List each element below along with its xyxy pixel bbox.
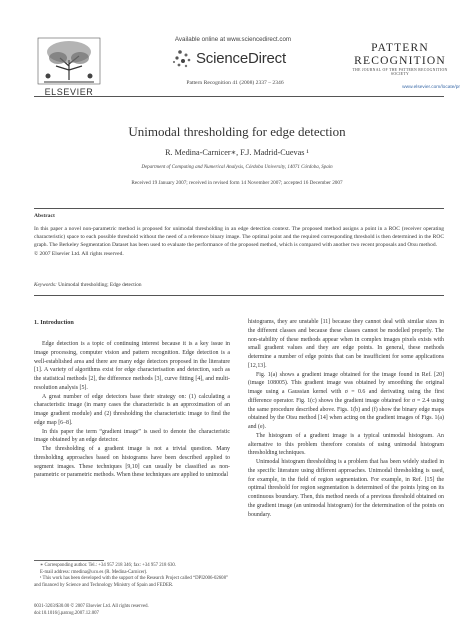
publication-info <box>34 604 234 617</box>
keywords <box>34 282 444 288</box>
article-dates: Received 19 January 2007; received in revised form 14 November 2007; accepted 16 December 2007 <box>131 180 343 186</box>
elsevier-logo <box>34 36 104 100</box>
footnote-corresponding: ∗ Corresponding author. Tel.: +34 957 218 346; fax: +34 957 218 630. <box>40 563 177 568</box>
journal-reference: Pattern Recognition 41 (2008) 2337 – 2346 <box>186 80 284 86</box>
article-authors: R. Medina-Carnicer∗, F.J. Madrid-Cuevas ¹ <box>165 148 309 157</box>
available-online-text[interactable]: Available online at www.sciencedirect.com <box>174 36 292 43</box>
footnote-funding: ¹ This work has been developed with the support of the Research Project called “DPI2006-02608” and financed by Science and Technology Ministry of Spain and FEDER. <box>34 576 229 588</box>
abstract-heading: Abstract <box>34 213 55 219</box>
paragraph: Fig. 1(a) shows a gradient image obtained for the image found in Ref. [20] (image 108005). This gradient image was obtained by smoothing the original image using a Gaussian kernel with σ = 0.6 and derivating using the first difference operator. Fig. 1(c) shows the gradient image obtained for σ = 2.4 using the same procedure described above. Figs. 1(b) and (f) show the binary edge maps obtained by the Otsu method [14] when acting on the gradient images of Figs. 1(a) and (e). <box>248 371 444 430</box>
footnote-email[interactable]: E-mail address: rmedina@uco.es (R. Medina-Carnicer). <box>40 569 148 575</box>
elsevier-tree-icon <box>34 36 104 86</box>
journal-title-line2: RECOGNITION <box>354 54 446 67</box>
section-heading: 1. Introduction <box>34 319 74 326</box>
keywords-label: Keywords: <box>34 282 57 288</box>
paragraph: In this paper the term “gradient image” is used to denote the characteristic image obtained by an edge detector. <box>34 428 230 444</box>
doi-text[interactable]: doi:10.1016/j.patcog.2007.12.007 <box>34 610 99 616</box>
journal-title-line1: PATTERN <box>371 42 429 54</box>
abstract-top-divider <box>34 208 444 209</box>
journal-url-link[interactable]: www.elsevier.com/locate/pr <box>402 85 460 90</box>
paragraph: Edge detection is a topic of continuing interest because it is a key issue in image processing, computer vision and pattern recognition. Edge detection is a well-established area and there are many edge detectors proposed in the literature [1]. A variety of algorithms exist for edge characterisation and detection, such as the statistical methods [2], the difference methods [3], curve fitting [4], and multi-resolution analysis [5]. <box>34 341 230 391</box>
paragraph: Unimodal histogram thresholding is a problem that has been widely studied in the specific literature using different approaches. Unimodal thresholding is used, for example, in the field of region segmentation. For example, in Ref. [15] the optimal threshold for region segmentation is determined of the points lying on its continuous boundary. Then, this method needs of a previous threshold obtained on the gradient image (an unimodal histogram) for the determination of the points on boundary. <box>248 459 444 518</box>
abstract-body <box>34 225 444 258</box>
paragraph: The histogram of a gradient image is a typical unimodal histogram. An alternative to this problem therefore consists of using unimodal histogram thresholding techniques. <box>248 432 444 457</box>
footnotes <box>34 563 230 589</box>
abstract-bottom-divider <box>34 295 444 296</box>
keywords-text: Unimodal thresholding; Edge detection <box>58 282 142 288</box>
article-affiliation: Department of Computing and Numerical Analysis, Córdoba University, 14071 Córdoba, Spain <box>141 165 333 170</box>
journal-subtitle: THE JOURNAL OF THE PATTERN RECOGNITION SOCIETY <box>352 68 448 76</box>
paragraph: A great number of edge detectors base their strategy on: (1) calculating a characteristic image (in many cases the characteristic is an approximation of an image gradient module) and (2) thresholding the characteristic image to find the edge map [6–8]. <box>34 393 230 426</box>
left-column <box>34 340 230 480</box>
paragraph: histograms, they are unstable [11] because they cannot deal with similar sizes in the different classes and because these classes cannot be modelled properly. The non-stability of these methods appear when in complex images pixels exists with small gradient values and they are edge points. In general, these methods determine a number of edge points that can be insufficient for some applications [12,13]. <box>248 319 444 369</box>
header-divider <box>34 96 444 97</box>
journal-title <box>350 42 450 67</box>
publisher-name: ELSEVIER <box>44 87 94 97</box>
sciencedirect-label: ScienceDirect <box>196 50 286 67</box>
footnote-divider <box>34 560 104 561</box>
abstract-copyright: © 2007 Elsevier Ltd. All rights reserved. <box>34 250 124 257</box>
article-title: Unimodal thresholding for edge detection <box>128 124 346 139</box>
paragraph: The thresholding of a gradient image is not a trivial question. Many thresholding approaches based on histograms have been described applied to segment images. These techniques [9,10] can usually be classified as non-parametric or parametric methods. When these techniques are applied to unimodal <box>34 446 230 479</box>
right-column <box>248 318 444 519</box>
abstract-text: In this paper a novel non-parametric method is proposed for unimodal thresholding in an edge detection context. The proposed method assigns a point in a ROC (receiver operating characteristic) space to each possible threshold without the need of a reference binary image. The optimal point and the required corresponding threshold is then determined in the ROC graph. The Berkeley Segmentation Dataset has been used to evaluate the performance of the proposed method, which is compared with another two recent proposals and Otsu method. <box>34 226 444 249</box>
issn-text: 0031-3203/$30.00 © 2007 Elsevier Ltd. All rights reserved. <box>34 604 149 609</box>
